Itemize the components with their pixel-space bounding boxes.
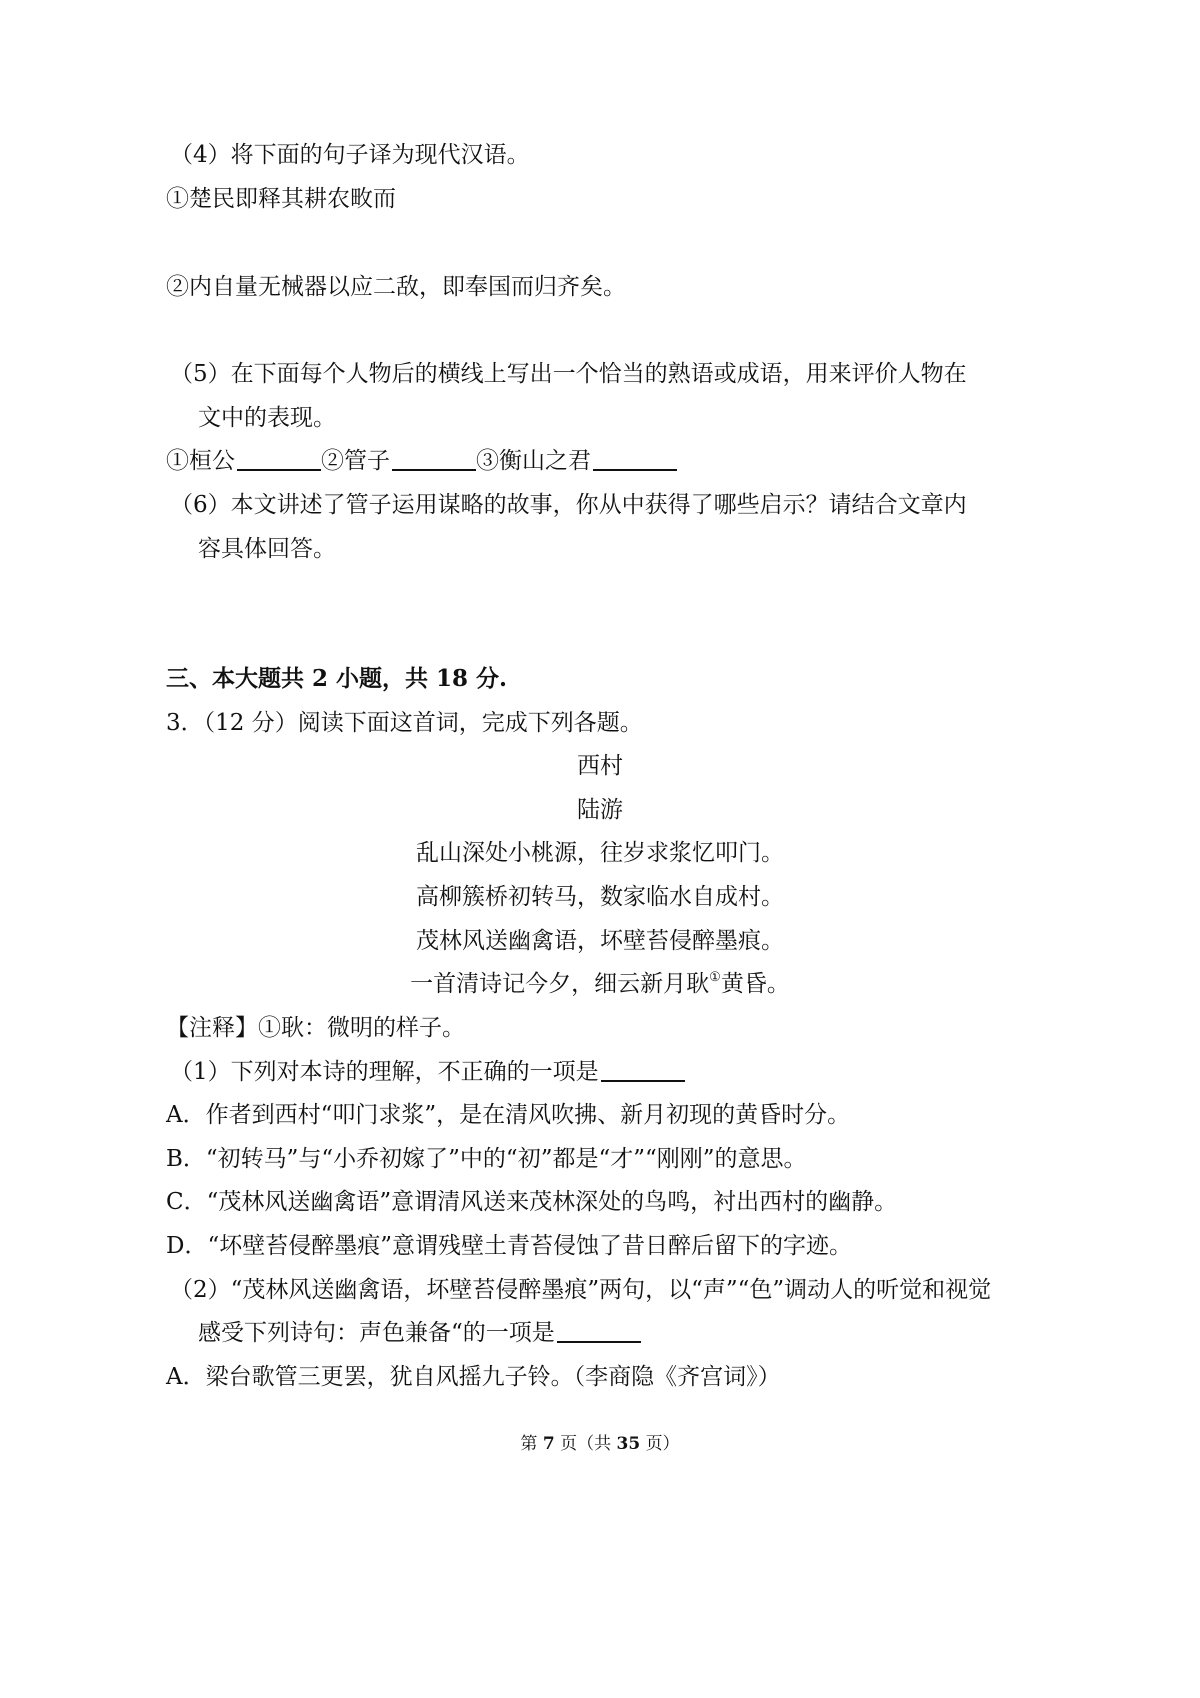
q6-line1: （6）本文讲述了管子运用谋略的故事，你从中获得了哪些启示？请结合文章内 [170, 492, 967, 518]
q3-intro: 3．（12 分）阅读下面这首词，完成下列各题。 [166, 710, 643, 736]
poem-annotation: 【注释】①耿：微明的样子。 [166, 1015, 465, 1041]
poem-line-4 [0, 969, 1200, 999]
poem-line-2: 高柳簇桥初转马，数家临水自成村。 [416, 884, 784, 910]
q3-sub1-option-d: D．“坏壁苔侵醉墨痕”意谓残壁土青苔侵蚀了昔日醉后留下的字迹。 [166, 1233, 852, 1259]
q5-person-huangong: ①桓公 [166, 448, 235, 474]
footer-prefix: 第 [520, 1434, 538, 1454]
q5-title-line2: 文中的表现。 [198, 405, 336, 431]
q4-title: （4）将下面的句子译为现代汉语。 [170, 142, 530, 168]
q5-person-guanzi: ②管子 [321, 448, 390, 474]
q3-sub1-option-c: C．“茂林风送幽禽语”意谓清风送来茂林深处的鸟鸣，衬出西村的幽静。 [166, 1189, 898, 1215]
poem-author: 陆游 [577, 797, 623, 823]
poem-title: 西村 [577, 753, 623, 779]
footer-page-number: 7 [542, 1434, 555, 1454]
section-3-title: 三、本大题共 2 小题，共 18 分. [166, 665, 508, 692]
footnote-marker: ① [709, 970, 721, 985]
answer-blank-guanzi[interactable] [392, 447, 476, 471]
poem-line-4-b: 黄昏。 [720, 971, 790, 997]
footer-middle: 页（共 [560, 1434, 612, 1454]
q5-person-hengshan: ③衡山之君 [476, 448, 591, 474]
poem-line-4-a: 一首清诗记今夕，细云新月耿 [410, 971, 710, 997]
q5-title-line1: （5）在下面每个人物后的横线上写出一个恰当的熟语或成语，用来评价人物在 [170, 361, 967, 387]
q3-sub1-option-a: A．作者到西村“叩门求浆”，是在清风吹拂、新月初现的黄昏时分。 [166, 1102, 851, 1128]
q3-sub2-line2: 感受下列诗句：声色兼备“的一项是 [198, 1320, 555, 1346]
footer-total-pages: 35 [616, 1434, 641, 1454]
q3-sub2-line2-wrap [198, 1318, 641, 1348]
answer-blank-sub2[interactable] [557, 1319, 641, 1343]
q3-sub1-line [170, 1057, 685, 1087]
q5-answer-line [166, 446, 677, 476]
poem-line-1: 乱山深处小桃源，往岁求浆忆叩门。 [416, 840, 784, 866]
q3-sub2-option-a: A．梁台歌管三更罢，犹自风摇九子铃。（李商隐《齐宫词》） [166, 1364, 781, 1390]
poem-line-3: 茂林风送幽禽语，坏壁苔侵醉墨痕。 [416, 928, 784, 954]
q3-sub1-title: （1）下列对本诗的理解，不正确的一项是 [170, 1059, 599, 1085]
q4-sentence-2: ②内自量无械器以应二敌，即奉国而归齐矣。 [166, 274, 626, 300]
footer-suffix: 页） [645, 1434, 680, 1454]
q3-sub1-option-b: B．“初转马”与“小乔初嫁了”中的“初”都是“才”“刚刚”的意思。 [166, 1146, 807, 1172]
q4-sentence-1: ①楚民即释其耕农畋而 [166, 186, 396, 212]
page-footer [0, 1433, 1200, 1455]
q6-line2: 容具体回答。 [198, 536, 336, 562]
answer-blank-sub1[interactable] [601, 1058, 685, 1082]
q3-sub2-line1: （2）“茂林风送幽禽语，坏壁苔侵醉墨痕”两句，以“声”“色”调动人的听觉和视觉 [170, 1277, 992, 1303]
answer-blank-huangong[interactable] [237, 447, 321, 471]
answer-blank-hengshan[interactable] [593, 447, 677, 471]
